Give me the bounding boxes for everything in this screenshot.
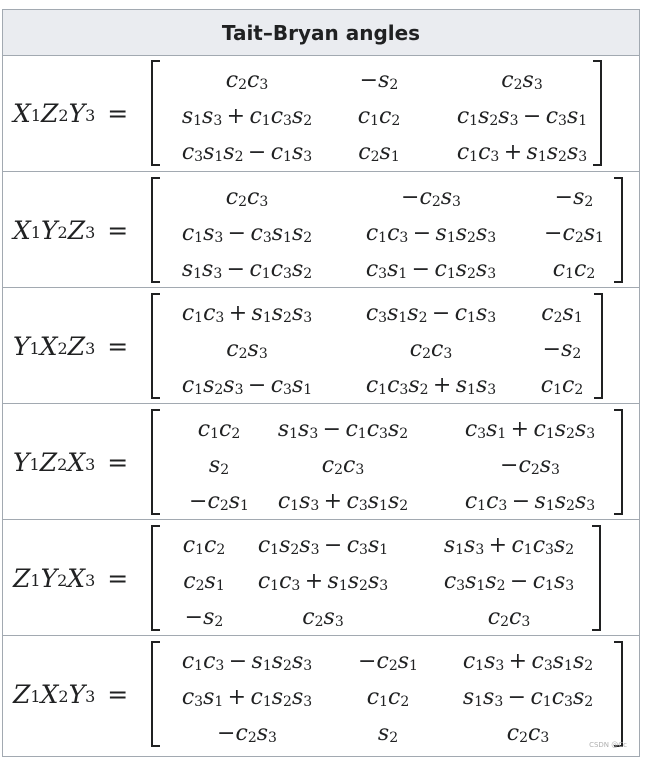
matrix-cell: $-c_2s_1$ bbox=[544, 221, 604, 246]
matrix-cell: $c_2s_3$ bbox=[501, 68, 543, 93]
rotation-matrix bbox=[151, 177, 623, 283]
left-bracket bbox=[151, 409, 160, 515]
matrix-cell: $c_1c_2$ bbox=[366, 685, 410, 710]
rotation-label: X $_1$ Z $_2$ Y $_3$ = bbox=[13, 98, 129, 128]
matrix-cell: $-c_2s_3$ bbox=[401, 185, 461, 210]
rotation-matrix bbox=[151, 525, 601, 631]
matrix-cell: $s_2$ bbox=[208, 453, 230, 478]
matrix-cell: $-c_2s_3$ bbox=[500, 453, 560, 478]
matrix-cell: $c_3s_1s_2 - c_1s_3$ bbox=[443, 569, 575, 594]
left-bracket bbox=[151, 641, 160, 747]
rotation-row bbox=[3, 287, 639, 404]
matrix-cell: $c_1c_3 + s_1s_2s_3$ bbox=[456, 140, 588, 165]
left-bracket bbox=[151, 525, 160, 631]
equals-sign: = bbox=[107, 98, 129, 128]
rotation-matrix bbox=[151, 60, 602, 166]
rotation-row bbox=[3, 403, 639, 520]
rotation-row bbox=[3, 519, 639, 636]
table-header bbox=[3, 10, 639, 56]
table-title: Tait–Bryan angles bbox=[221, 20, 421, 45]
equals-sign: = bbox=[107, 331, 129, 361]
matrix-cell: $c_3s_1 + c_1s_2s_3$ bbox=[181, 685, 313, 710]
right-bracket bbox=[614, 641, 623, 747]
matrix-cell: $s_2$ bbox=[377, 721, 399, 746]
matrix-cell: $c_1s_2s_3 - c_3s_1$ bbox=[181, 373, 313, 398]
watermark: CSDN @Cc bbox=[589, 741, 627, 749]
left-bracket bbox=[151, 293, 160, 399]
rotation-row bbox=[3, 635, 639, 752]
matrix-cell: $c_1c_3 - s_1s_2s_3$ bbox=[464, 489, 596, 514]
matrix-cell: $c_3s_1s_2 - c_1s_3$ bbox=[365, 301, 497, 326]
rotation-label: X $_1$ Y $_2$ Z $_3$ = bbox=[13, 215, 129, 245]
rotation-matrix bbox=[151, 293, 603, 399]
matrix-cell: $c_1c_3 - s_1s_2s_3$ bbox=[365, 221, 497, 246]
right-bracket bbox=[592, 525, 601, 631]
matrix-cell: $c_2s_3$ bbox=[226, 337, 268, 362]
left-bracket bbox=[151, 60, 160, 166]
matrix-cell: $c_1c_2$ bbox=[552, 257, 596, 282]
matrix-cell: $s_1s_3 - c_1c_3s_2$ bbox=[277, 417, 409, 442]
rotation-label: Y $_1$ X $_2$ Z $_3$ = bbox=[13, 331, 129, 361]
right-bracket bbox=[614, 409, 623, 515]
matrix-cell: $c_2c_3$ bbox=[321, 453, 365, 478]
matrix-cell: $c_1s_3 + c_3s_1s_2$ bbox=[462, 649, 594, 674]
matrix-cell: $-c_2s_1$ bbox=[189, 489, 249, 514]
matrix-cell: $-s_2$ bbox=[184, 605, 224, 630]
matrix-cell: $c_2s_1$ bbox=[541, 301, 583, 326]
matrix-cell: $s_1s_3 + c_1c_3s_2$ bbox=[181, 104, 313, 129]
matrix-cell: $c_2c_3$ bbox=[225, 185, 269, 210]
matrix-cell: $s_1s_3 - c_1c_3s_2$ bbox=[462, 685, 594, 710]
matrix-cell: $-c_2s_1$ bbox=[358, 649, 418, 674]
matrix-cell: $c_3s_1s_2 - c_1s_3$ bbox=[181, 140, 313, 165]
matrix-cell: $c_1s_3 - c_3s_1s_2$ bbox=[181, 221, 313, 246]
matrix-cell: $s_1s_3 - c_1c_3s_2$ bbox=[181, 257, 313, 282]
equals-sign: = bbox=[107, 215, 129, 245]
matrix-cell: $-c_2s_3$ bbox=[217, 721, 277, 746]
tait-bryan-table bbox=[2, 9, 640, 757]
rotation-matrix bbox=[151, 641, 623, 747]
matrix-cell: $c_1c_2$ bbox=[540, 373, 584, 398]
matrix-cell: $c_1c_3 + s_1s_2s_3$ bbox=[181, 301, 313, 326]
left-bracket bbox=[151, 177, 160, 283]
matrix-cell: $c_1c_2$ bbox=[197, 417, 241, 442]
matrix-cell: $c_2s_3$ bbox=[302, 605, 344, 630]
matrix-cell: $c_1s_3 + c_3s_1s_2$ bbox=[277, 489, 409, 514]
rotation-label: Z $_1$ X $_2$ Y $_3$ = bbox=[13, 679, 129, 709]
equals-sign: = bbox=[107, 679, 129, 709]
right-bracket bbox=[594, 293, 603, 399]
matrix-cell: $c_1c_2$ bbox=[357, 104, 401, 129]
matrix-cell: $-s_2$ bbox=[542, 337, 582, 362]
equals-sign: = bbox=[107, 447, 129, 477]
right-bracket bbox=[593, 60, 602, 166]
matrix-cell: $c_2s_1$ bbox=[183, 569, 225, 594]
matrix-cell: $c_1c_2$ bbox=[182, 533, 226, 558]
matrix-cell: $c_1c_3s_2 + s_1s_3$ bbox=[365, 373, 497, 398]
matrix-cell: $-s_2$ bbox=[554, 185, 594, 210]
equals-sign: = bbox=[107, 563, 129, 593]
matrix-cell: $c_1s_2s_3 - c_3s_1$ bbox=[456, 104, 588, 129]
matrix-cell: $c_3s_1 - c_1s_2s_3$ bbox=[365, 257, 497, 282]
rotation-label: Y $_1$ Z $_2$ X $_3$ = bbox=[13, 447, 129, 477]
matrix-cell: $s_1s_3 + c_1c_3s_2$ bbox=[443, 533, 575, 558]
matrix-cell: $c_1c_3 + s_1s_2s_3$ bbox=[257, 569, 389, 594]
matrix-cell: $c_3s_1 + c_1s_2s_3$ bbox=[464, 417, 596, 442]
matrix-cell: $c_2c_3$ bbox=[506, 721, 550, 746]
matrix-cell: $c_2c_3$ bbox=[487, 605, 531, 630]
matrix-cell: $c_2c_3$ bbox=[225, 68, 269, 93]
rotation-row bbox=[3, 171, 639, 288]
rotation-label: Z $_1$ Y $_2$ X $_3$ = bbox=[13, 563, 129, 593]
matrix-cell: $c_2s_1$ bbox=[358, 140, 400, 165]
rotation-row bbox=[3, 55, 639, 171]
matrix-cell: $c_1c_3 - s_1s_2s_3$ bbox=[181, 649, 313, 674]
rotation-matrix bbox=[151, 409, 623, 515]
matrix-cell: $c_1s_2s_3 - c_3s_1$ bbox=[257, 533, 389, 558]
matrix-cell: $c_2c_3$ bbox=[409, 337, 453, 362]
matrix-cell: $-s_2$ bbox=[359, 68, 399, 93]
right-bracket bbox=[614, 177, 623, 283]
